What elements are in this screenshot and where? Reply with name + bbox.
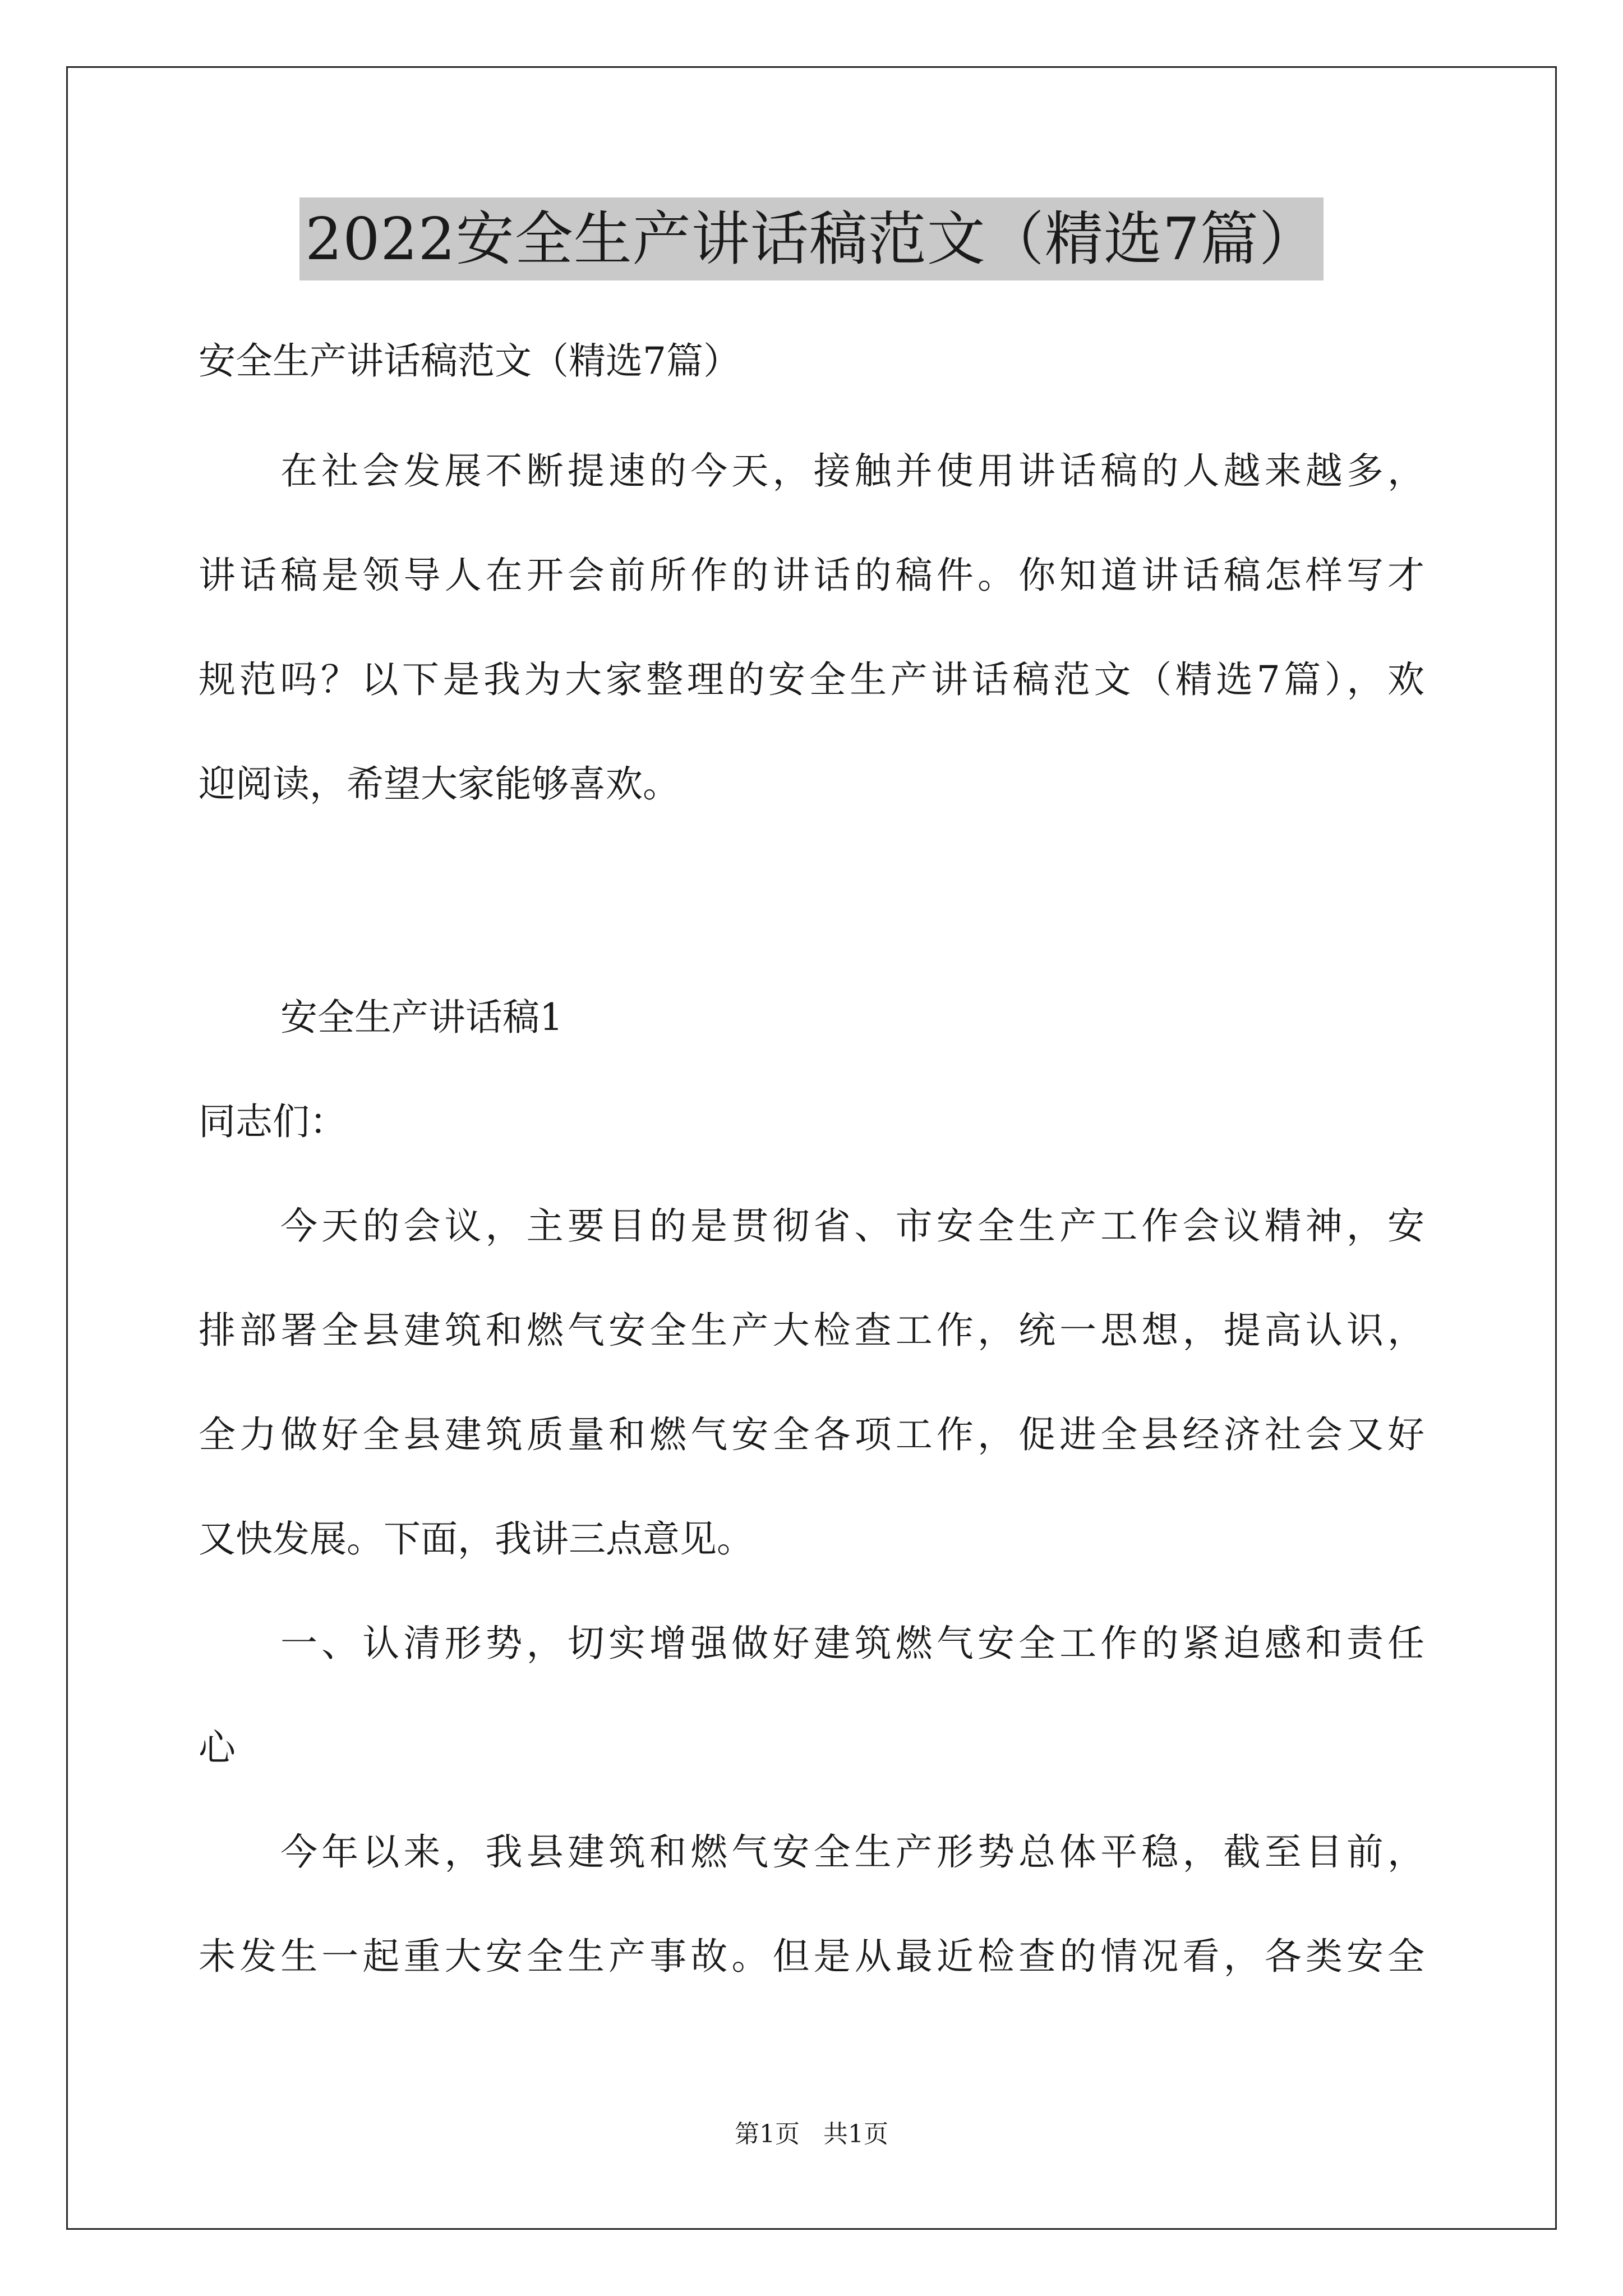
intro-line-2: 讲话稿是领导人在开会前所作的讲话的稿件。你知道讲话稿怎样写才 bbox=[199, 554, 1424, 597]
point1-line-1: 一、认清形势，切实增强做好建筑燃气安全工作的紧迫感和责任 bbox=[280, 1622, 1424, 1665]
intro-line-3: 规范吗？以下是我为大家整理的安全生产讲话稿范文（精选7篇），欢 bbox=[199, 658, 1424, 701]
para1-line-1: 今天的会议，主要目的是贯彻省、市安全生产工作会议精神，安 bbox=[280, 1204, 1424, 1248]
page-border bbox=[66, 66, 1557, 2230]
intro-line-4: 迎阅读，希望大家能够喜欢。 bbox=[199, 762, 680, 806]
salutation: 同志们： bbox=[199, 1100, 347, 1143]
intro-line-1: 在社会发展不断提速的今天，接触并使用讲话稿的人越来越多， bbox=[280, 449, 1424, 493]
para1-line-4: 又快发展。下面，我讲三点意见。 bbox=[199, 1517, 754, 1561]
para1-line-3: 全力做好全县建筑质量和燃气安全各项工作，促进全县经济社会又好 bbox=[199, 1413, 1424, 1456]
section-heading: 安全生产讲话稿1 bbox=[280, 996, 563, 1039]
point1-line-2: 心 bbox=[199, 1726, 236, 1769]
para1-line-2: 排部署全县建筑和燃气安全生产大检查工作，统一思想，提高认识， bbox=[199, 1309, 1424, 1352]
para2-line-2: 未发生一起重大安全生产事故。但是从最近检查的情况看，各类安全 bbox=[199, 1935, 1424, 1978]
para2-line-1: 今年以来，我县建筑和燃气安全生产形势总体平稳，截至目前， bbox=[280, 1830, 1424, 1874]
document-subtitle: 安全生产讲话稿范文（精选7篇） bbox=[199, 339, 740, 383]
page-footer: 第1页 共1页 bbox=[735, 2120, 888, 2148]
document-title: 2022安全生产讲话稿范文（精选7篇） bbox=[299, 197, 1324, 280]
title-container bbox=[0, 197, 1623, 280]
